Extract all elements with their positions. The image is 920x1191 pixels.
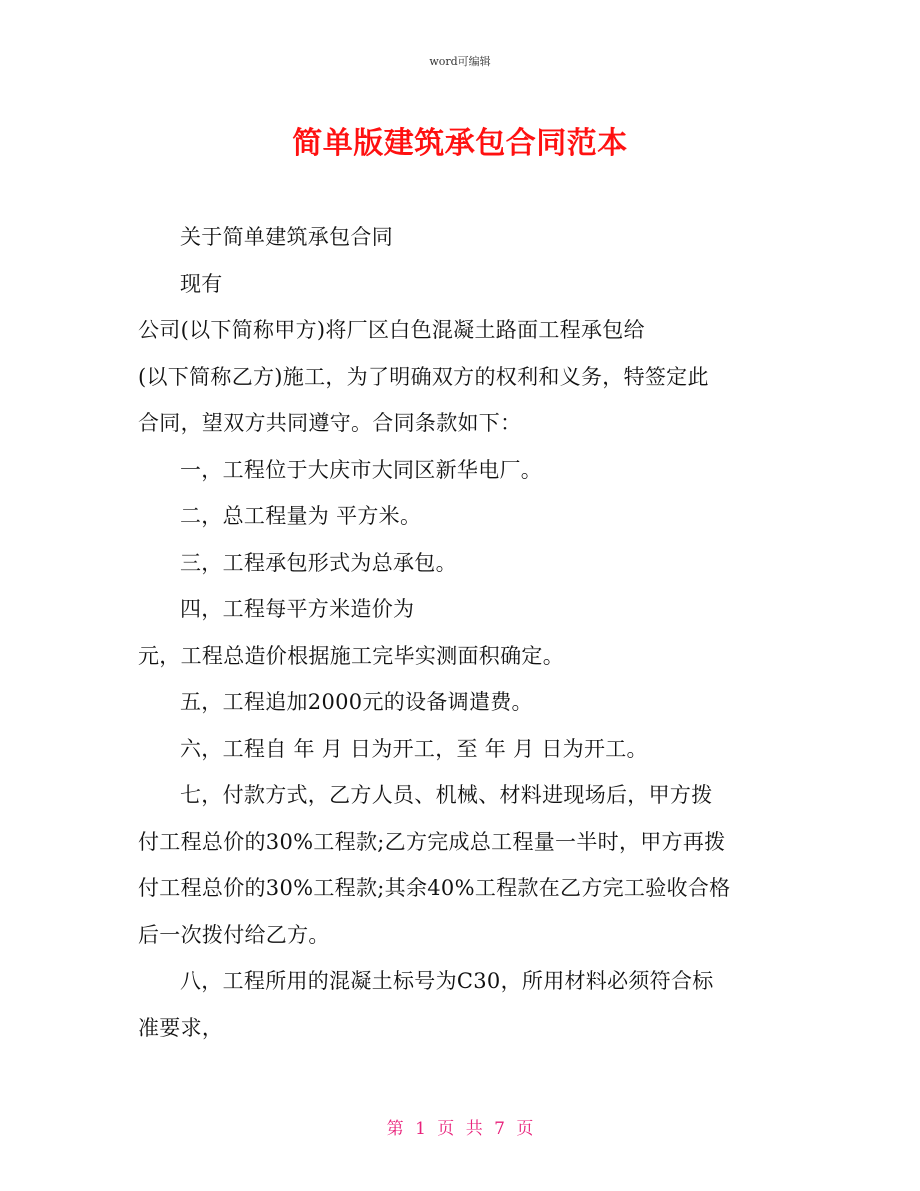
clause-line: 准要求， — [138, 1015, 224, 1040]
clause-line: 元，工程总造价根据施工完毕实测面积确定。 — [138, 643, 564, 668]
clause-line: 付工程总价的30%工程款;乙方完成总工程量一半时，甲方再拨 — [138, 829, 726, 854]
clause-line: 七，付款方式，乙方人员、机械、材料进现场后，甲方拨 — [180, 783, 713, 807]
clause-line: 五，工程追加2000元的设备调遣费。 — [180, 690, 533, 714]
clause-line: 付工程总价的30%工程款;其余40%工程款在乙方完工验收合格 — [138, 876, 731, 900]
paragraph-line: (以下简称乙方)施工，为了明确双方的权利和义务，特签定此 — [138, 364, 709, 389]
document-body — [138, 214, 788, 1051]
clause-line: 八，工程所用的混凝土标号为C30，所用材料必须符合标 — [180, 969, 714, 993]
paragraph-line: 公司(以下简称甲方)将厂区白色混凝土路面工程承包给 — [138, 318, 645, 342]
clause-line: 后一次拨付给乙方。 — [138, 922, 330, 947]
clause-line: 四，工程每平方米造价为 — [180, 597, 415, 621]
paragraph-line: 关于简单建筑承包合同 — [180, 225, 393, 249]
header-note: word可编辑 — [429, 55, 491, 68]
clause-line: 三，工程承包形式为总承包。 — [180, 550, 457, 575]
paragraph-line: 现有 — [180, 271, 223, 296]
paragraph-line: 合同，望双方共同遵守。合同条款如下： — [138, 411, 522, 435]
document-title: 简单版建筑承包合同范本 — [292, 126, 628, 161]
clause-line: 一，工程位于大庆市大同区新华电厂。 — [180, 457, 543, 482]
page-indicator: 第 1 页 共 7 页 — [386, 1119, 534, 1139]
clause-line: 二，总工程量为 平方米。 — [180, 504, 422, 528]
clause-line: 六，工程自 年 月 日为开工，至 年 月 日为开工。 — [180, 736, 648, 761]
